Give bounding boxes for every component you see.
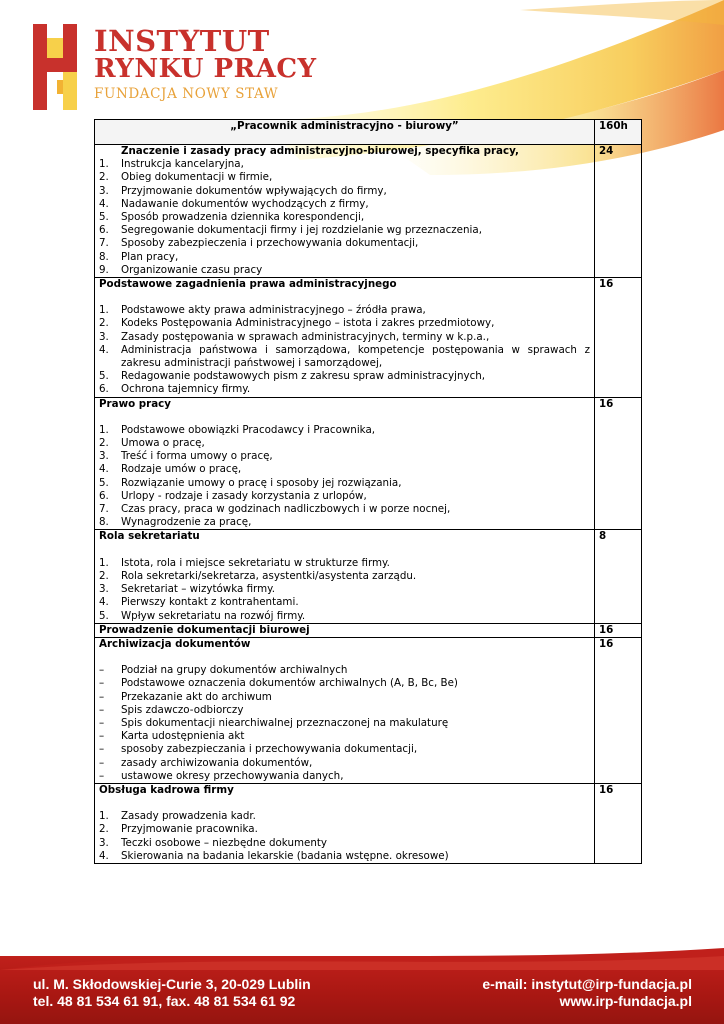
list-item-text: Wynagrodzenie za pracę,: [121, 516, 252, 529]
list-item: [99, 304, 590, 317]
list-item: [99, 743, 590, 756]
list-item: [99, 610, 590, 623]
section-hours: 16: [595, 623, 642, 637]
list-item-marker: 7.: [99, 237, 109, 250]
course-program-table: [94, 119, 642, 864]
list-item-marker: –: [99, 756, 105, 769]
list-item-marker: 3.: [99, 184, 109, 197]
section-spacer: [99, 651, 590, 664]
list-item-marker: –: [99, 743, 105, 756]
list-item: [99, 158, 590, 171]
list-item-marker: 6.: [99, 224, 109, 237]
list-item-text: Istota, rola i miejsce sekretariatu w strukturze firmy.: [121, 556, 390, 569]
list-item: [99, 370, 590, 383]
list-item-marker: 5.: [99, 476, 109, 489]
list-item: [99, 850, 590, 863]
list-item: [99, 171, 590, 184]
list-item-marker: 1.: [99, 423, 109, 436]
list-item-text: Rola sekretarki/sekretarza, asystentki/asystenta zarządu.: [121, 569, 417, 582]
section-row: [95, 278, 642, 398]
list-item-marker: 1.: [99, 158, 109, 171]
list-item-marker: –: [99, 703, 105, 716]
list-item-text: Zasady postępowania w sprawach administracyjnych, terminy w k.p.a.,: [121, 330, 490, 343]
footer-bar: [0, 956, 724, 1024]
list-item: [99, 211, 590, 224]
list-item-marker: –: [99, 716, 105, 729]
section-hours: 24: [595, 145, 642, 278]
list-item: [99, 224, 590, 237]
logo-mark-icon: [27, 18, 87, 118]
list-item: [99, 477, 590, 490]
list-item-marker: 5.: [99, 211, 109, 224]
list-item: [99, 331, 590, 344]
list-item-text: Rozwiązanie umowy o pracę i sposoby jej rozwiązania,: [121, 476, 402, 489]
list-item-text: Sposób prowadzenia dziennika korespondencji,: [121, 211, 365, 224]
logo-text-rynku-pracy: RYNKU PRACY: [94, 54, 317, 84]
list-item-marker: 9.: [99, 263, 109, 276]
list-item-marker: 6.: [99, 489, 109, 502]
list-item-marker: 8.: [99, 516, 109, 529]
list-item-marker: 7.: [99, 503, 109, 516]
section-hours: 16: [595, 397, 642, 530]
list-item: [99, 450, 590, 463]
list-item-marker: 4.: [99, 849, 109, 862]
list-item-text: Wpływ sekretariatu na rozwój firmy.: [121, 609, 306, 622]
section-row: [95, 637, 642, 783]
list-item: [99, 730, 590, 743]
section-heading: Rola sekretariatu: [99, 530, 200, 543]
list-item-text: Zasady prowadzenia kadr.: [121, 810, 256, 823]
list-item-marker: –: [99, 690, 105, 703]
section-row: [95, 783, 642, 863]
list-item-text: Organizowanie czasu pracy: [121, 263, 263, 276]
section-heading: Obsługa kadrowa firmy: [99, 783, 234, 796]
list-item: [99, 185, 590, 198]
section-content: [95, 783, 595, 863]
list-item: [99, 251, 590, 264]
list-item-text: Redagowanie podstawowych pism z zakresu spraw administracyjnych,: [121, 370, 486, 383]
list-item: [99, 198, 590, 211]
list-item: [99, 557, 590, 570]
list-item-marker: 2.: [99, 823, 109, 836]
list-item-marker: 5.: [99, 370, 109, 383]
section-heading: Znaczenie i zasady pracy administracyjno-biurowej, specyfika pracy,: [121, 145, 519, 157]
section-spacer: [99, 797, 590, 810]
list-item-marker: 4.: [99, 463, 109, 476]
section-hours: 16: [595, 278, 642, 398]
list-item-marker: 3.: [99, 583, 109, 596]
list-item-text: Przyjmowanie pracownika.: [121, 823, 258, 836]
footer-website-link[interactable]: www.irp-fundacja.pl: [559, 993, 692, 1009]
list-item-text: Podstawowe oznaczenia dokumentów archiwalnych (A, B, Bc, Be): [121, 677, 458, 690]
list-item: [99, 810, 590, 823]
list-item-text: Nadawanie dokumentów wychodzących z firmy,: [121, 197, 369, 210]
list-item-text: Sposoby zabezpieczenia i przechowywania dokumentacji,: [121, 237, 419, 250]
section-hours: 16: [595, 637, 642, 783]
list-item-text: Czas pracy, praca w godzinach nadliczbowych i w porze nocnej,: [121, 503, 451, 516]
list-item-text: Rodzaje umów o pracę,: [121, 463, 242, 476]
list-item-text: sposoby zabezpieczania i przechowywania dokumentacji,: [121, 743, 418, 756]
list-item-text: Obieg dokumentacji w firmie,: [121, 171, 273, 184]
list-item-marker: 2.: [99, 317, 109, 330]
section-heading: Archiwizacja dokumentów: [99, 637, 251, 650]
list-item-marker: –: [99, 730, 105, 743]
list-item-marker: 4.: [99, 596, 109, 609]
list-item-text: Spis dokumentacji niearchiwalnej przeznaczonej na makulaturę: [121, 716, 449, 729]
list-item-text: Segregowanie dokumentacji firmy i jej rozdzielanie wg przeznaczenia,: [121, 224, 482, 237]
list-item-marker: 6.: [99, 383, 109, 396]
list-item-text: Spis zdawczo-odbiorczy: [121, 703, 244, 716]
list-item-marker: –: [99, 664, 105, 677]
footer-phone: tel. 48 81 534 61 91, fax. 48 81 534 61 92: [33, 993, 296, 1009]
section-item-list: [99, 557, 590, 623]
section-row: [95, 623, 642, 637]
list-item-marker: 2.: [99, 569, 109, 582]
list-item: [99, 237, 590, 250]
list-item-text: Teczki osobowe – niezbędne dokumenty: [121, 836, 327, 849]
list-item: [99, 516, 590, 529]
footer-email-link[interactable]: e-mail: instytut@irp-fundacja.pl: [482, 976, 692, 992]
list-item-marker: 4.: [99, 343, 109, 356]
table-header-row: [95, 120, 642, 145]
list-item: [99, 770, 590, 783]
section-hours: 8: [595, 530, 642, 623]
list-item-text: Plan pracy,: [121, 250, 179, 263]
footer-address: ul. M. Skłodowskiej-Curie 3, 20-029 Lublin: [33, 976, 311, 992]
list-item: [99, 344, 590, 370]
section-item-list: [99, 424, 590, 530]
list-item-text: Podział na grupy dokumentów archiwalnych: [121, 664, 348, 677]
list-item: [99, 463, 590, 476]
section-spacer: [99, 544, 590, 557]
list-item-text: Administracja państwowa i samorządowa, kompetencje postępowania w sprawach z zakresu administracji państwowej i samorządowej,: [121, 343, 590, 370]
list-item-text: Ochrona tajemnicy firmy.: [121, 383, 251, 396]
section-content: [95, 637, 595, 783]
list-item-text: Instrukcja kancelaryjna,: [121, 158, 244, 171]
list-item: [99, 503, 590, 516]
list-item: [99, 664, 590, 677]
list-item: [99, 717, 590, 730]
logo-text-fundacja: FUNDACJA NOWY STAW: [94, 86, 279, 102]
list-item-marker: 2.: [99, 171, 109, 184]
list-item: [99, 264, 590, 277]
list-item-text: Pierwszy kontakt z kontrahentami.: [121, 596, 299, 609]
institute-logo: [27, 18, 317, 118]
list-item: [99, 691, 590, 704]
list-item: [99, 583, 590, 596]
section-row: [95, 530, 642, 623]
list-item: [99, 757, 590, 770]
list-item-text: Umowa o pracę,: [121, 437, 205, 450]
list-item-marker: 8.: [99, 250, 109, 263]
list-item: [99, 490, 590, 503]
list-item-marker: 5.: [99, 609, 109, 622]
list-item-text: Karta udostępnienia akt: [121, 730, 245, 743]
total-hours: 160h: [595, 120, 642, 145]
list-item-text: Treść i forma umowy o pracę,: [121, 450, 273, 463]
section-content: [95, 145, 595, 278]
list-item-marker: 3.: [99, 330, 109, 343]
list-item-marker: 1.: [99, 810, 109, 823]
list-item-marker: 3.: [99, 836, 109, 849]
section-item-list: [99, 158, 590, 277]
list-item-text: Kodeks Postępowania Administracyjnego – istota i zakres przedmiotowy,: [121, 317, 495, 330]
list-item: [99, 570, 590, 583]
list-item-marker: –: [99, 677, 105, 690]
section-row: [95, 397, 642, 530]
section-content: [95, 397, 595, 530]
list-item: [99, 704, 590, 717]
list-item-text: Przyjmowanie dokumentów wpływających do firmy,: [121, 184, 387, 197]
list-item: [99, 823, 590, 836]
list-item-text: zasady archiwizowania dokumentów,: [121, 756, 313, 769]
list-item: [99, 424, 590, 437]
list-item-marker: 1.: [99, 304, 109, 317]
section-item-list: [99, 304, 590, 396]
section-heading: Prawo pracy: [99, 397, 171, 410]
list-item: [99, 596, 590, 609]
section-content: [95, 278, 595, 398]
list-item-text: Podstawowe akty prawa administracyjnego – źródła prawa,: [121, 304, 426, 317]
list-item: [99, 677, 590, 690]
list-item-text: ustawowe okresy przechowywania danych,: [121, 769, 344, 782]
list-item-text: Skierowania na badania lekarskie (badania wstępne. okresowe): [121, 849, 449, 862]
section-heading: Prowadzenie dokumentacji biurowej: [99, 623, 310, 636]
list-item-marker: 2.: [99, 437, 109, 450]
section-item-list: [99, 810, 590, 863]
logo-text-instytut: INSTYTUT: [94, 24, 270, 58]
list-item: [99, 317, 590, 330]
list-item: [99, 837, 590, 850]
footer-wave: [0, 944, 724, 970]
list-item-marker: 3.: [99, 450, 109, 463]
section-spacer: [99, 291, 590, 304]
list-item: [99, 437, 590, 450]
course-title: „Pracownik administracyjno - biurowy”: [95, 120, 595, 145]
section-content: [95, 623, 595, 637]
list-item-text: Sekretariat – wizytówka firmy.: [121, 583, 276, 596]
list-item-text: Urlopy - rodzaje i zasady korzystania z urlopów,: [121, 489, 367, 502]
section-row: [95, 145, 642, 278]
section-spacer: [99, 411, 590, 424]
list-item-text: Przekazanie akt do archiwum: [121, 690, 272, 703]
list-item-text: Podstawowe obowiązki Pracodawcy i Pracownika,: [121, 423, 376, 436]
list-item-marker: –: [99, 769, 105, 782]
section-content: [95, 530, 595, 623]
list-item: [99, 383, 590, 396]
list-item-marker: 4.: [99, 197, 109, 210]
section-item-list: [99, 664, 590, 783]
section-heading: Podstawowe zagadnienia prawa administracyjnego: [99, 278, 397, 291]
list-item-marker: 1.: [99, 556, 109, 569]
section-hours: 16: [595, 783, 642, 863]
